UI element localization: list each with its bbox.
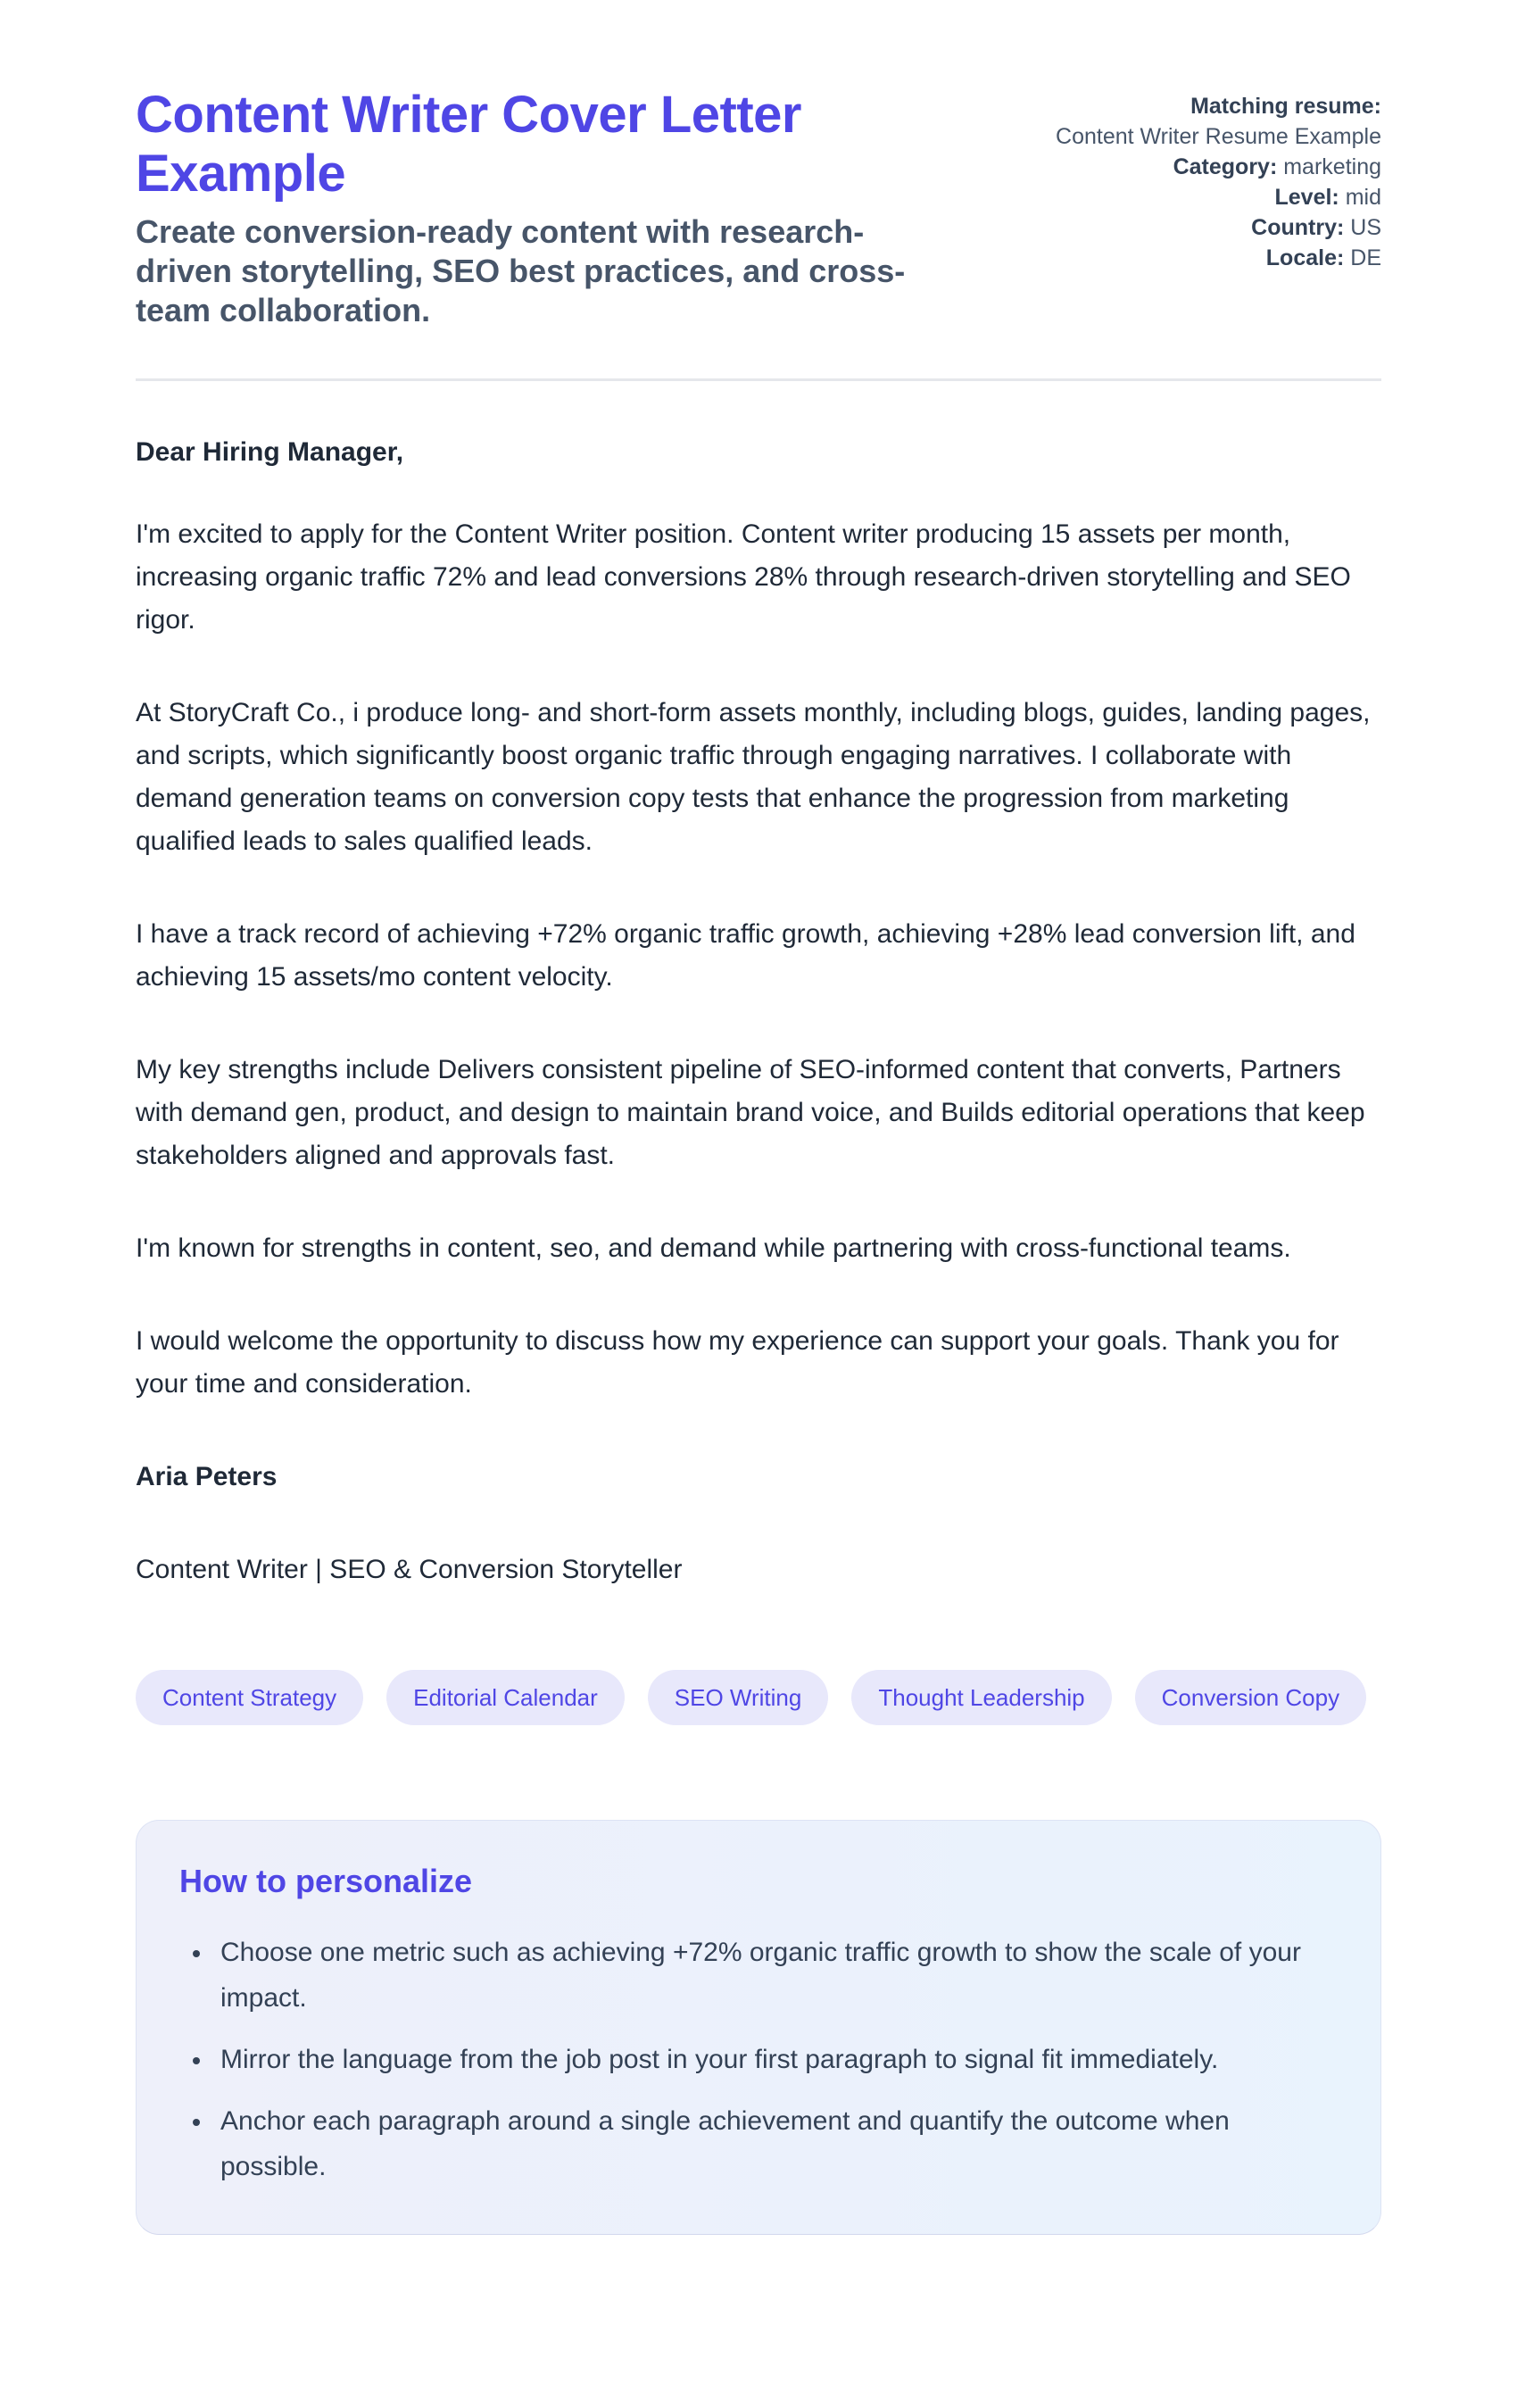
page-subtitle: Create conversion-ready content with research-driven storytelling, SEO best practices, and cross-team collaboration. xyxy=(136,213,906,328)
meta-category-label: Category: xyxy=(1173,154,1284,179)
resume-meta xyxy=(1049,86,1381,273)
tipbox-title: How to personalize xyxy=(179,1863,473,1899)
skill-tags xyxy=(136,1670,1381,1725)
header-divider xyxy=(136,378,1381,381)
tag-content-strategy[interactable]: Content Strategy xyxy=(136,1670,363,1725)
title-block xyxy=(136,86,983,330)
meta-country xyxy=(1049,212,1381,243)
cover-letter-body xyxy=(136,431,1381,1591)
tipbox-item: • Choose one metric such as achieving +72% organic traffic growth to show the scale of your impact. xyxy=(213,1930,1320,2021)
letter-paragraph: I'm excited to apply for the Content Writer position. Content writer producing 15 assets per month, increasing organic traffic 72% and lead conversions 28% through research-driven storytelling and SEO rigor. xyxy=(136,519,1351,635)
signature-name: Aria Peters xyxy=(136,1462,278,1491)
meta-level-label: Level: xyxy=(1274,185,1346,210)
letter-paragraph: My key strengths include Delivers consistent pipeline of SEO-informed content that converts, Partners with demand gen, product, and design to maintain brand voice, and Builds editorial operations that keep stakeholders aligned and approvals fast. xyxy=(136,1055,1365,1170)
meta-locale xyxy=(1049,243,1381,273)
meta-level-value: mid xyxy=(1345,185,1381,210)
meta-category-value: marketing xyxy=(1283,154,1381,179)
page-header xyxy=(136,86,1381,330)
meta-level xyxy=(1049,182,1381,212)
tipbox-item: • Anchor each paragraph around a single achievement and quantify the outcome when possible. xyxy=(213,2098,1320,2189)
meta-matching-resume-value: Content Writer Resume Example xyxy=(1056,124,1381,149)
tag-editorial-calendar[interactable]: Editorial Calendar xyxy=(386,1670,625,1725)
meta-matching-resume-label: Matching resume: xyxy=(1190,94,1381,119)
tag-conversion-copy[interactable]: Conversion Copy xyxy=(1135,1670,1366,1725)
letter-paragraph: I would welcome the opportunity to discuss how my experience can support your goals. Thank you for your time and consideration. xyxy=(136,1326,1339,1399)
tag-thought-leadership[interactable]: Thought Leadership xyxy=(851,1670,1111,1725)
meta-locale-value: DE xyxy=(1350,245,1381,270)
meta-category xyxy=(1049,152,1381,182)
page-title: Content Writer Cover Letter Example xyxy=(136,86,801,203)
tipbox-list xyxy=(179,1930,1334,2189)
letter-paragraph: At StoryCraft Co., i produce long- and short-form assets monthly, including blogs, guides, landing pages, and scripts, which significantly boost organic traffic through engaging narratives. I collaborate with demand generation teams on conversion copy tests that enhance the progression from marketing qualified leads to sales qualified leads. xyxy=(136,698,1371,856)
meta-locale-label: Locale: xyxy=(1265,245,1351,270)
letter-paragraph: I'm known for strengths in content, seo, and demand while partnering with cross-functional teams. xyxy=(136,1233,1291,1263)
letter-greeting: Dear Hiring Manager, xyxy=(136,437,404,467)
letter-paragraph: I have a track record of achieving +72% organic traffic growth, achieving +28% lead conversion lift, and achieving 15 assets/mo content velocity. xyxy=(136,919,1355,992)
tag-seo-writing[interactable]: SEO Writing xyxy=(648,1670,829,1725)
meta-matching-resume xyxy=(1049,91,1381,152)
meta-country-label: Country: xyxy=(1251,215,1351,240)
how-to-personalize-box xyxy=(136,1820,1381,2235)
signature-role: Content Writer | SEO & Conversion Storyteller xyxy=(136,1555,683,1584)
meta-country-value: US xyxy=(1350,215,1381,240)
tipbox-item: • Mirror the language from the job post in your first paragraph to signal fit immediately. xyxy=(213,2037,1320,2082)
